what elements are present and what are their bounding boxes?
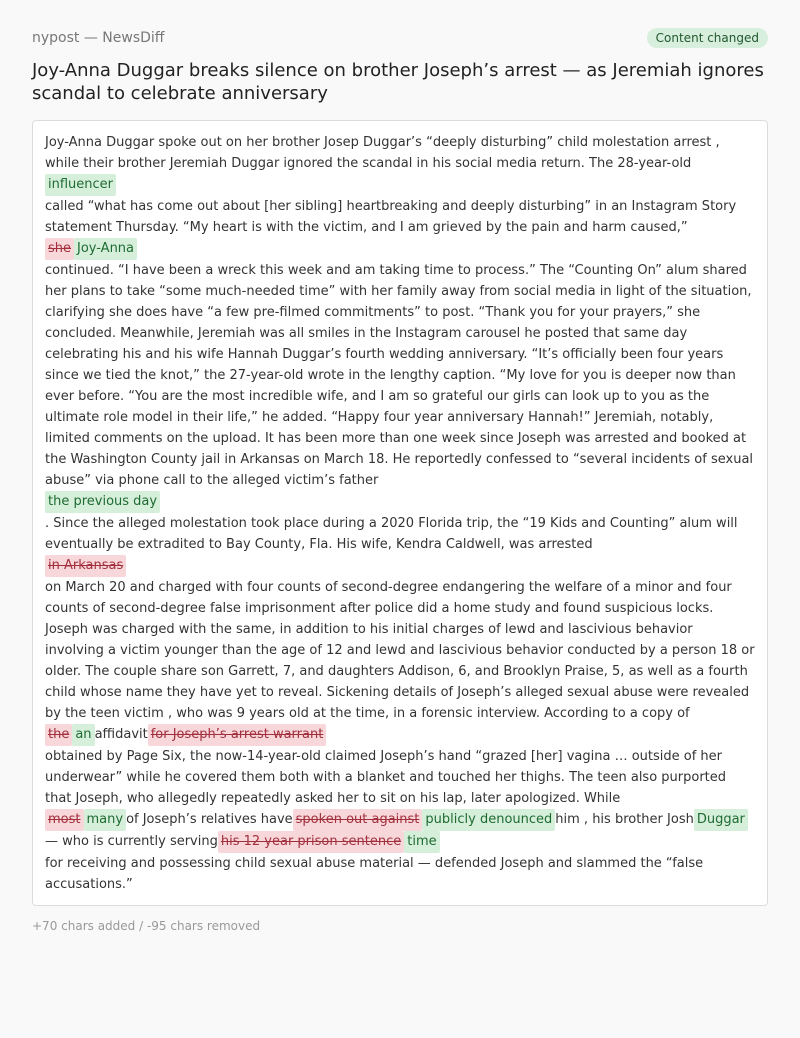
inserted-text: many (84, 809, 127, 831)
inserted-text: an (72, 724, 94, 746)
diff-change-line (45, 555, 755, 577)
diff-change-line (45, 491, 755, 513)
deleted-text: his 12 year prison sentence (218, 831, 404, 853)
diff-change-line (45, 831, 755, 853)
diff-change-line (45, 238, 755, 260)
diff-content (32, 120, 768, 906)
inserted-text: Joy-Anna (74, 238, 137, 260)
deleted-text: for Joseph’s arrest warrant (148, 724, 327, 746)
unchanged-text: of Joseph’s relatives have (126, 812, 293, 827)
diff-summary: +70 chars added / -95 chars removed (32, 919, 261, 933)
inserted-text: time (404, 831, 439, 853)
inserted-text: publicly denounced (422, 809, 555, 831)
unchanged-text: — who is currently serving (45, 834, 218, 849)
article-title: Joy-Anna Duggar breaks silence on brother Joseph’s arrest — as Jeremiah ignores scandal to celebrate anniversary (32, 60, 764, 104)
top-bar (32, 0, 768, 49)
diff-change-line (45, 174, 755, 196)
diff-text-block: continued. “I have been a wreck this week and am taking time to process.” The “Counting On” alum shared her plans to take “some much-needed time” with her family away from social media in light of the situation, clarifying she does have “a few pre-filmed commitments” to post. “Thank you for your prayers,” she concluded. Meanwhile, Jeremiah was all smiles in the Instagram carousel he posted that same day celebrating his and his wife Hannah Duggar’s fourth wedding anniversary. “It’s officially been four years since we tied the knot,” the 27-year-old wrote in the lengthy caption. “My love for you is deeper now than ever before. “You are the most incredible wife, and I am so grateful our girls can look up to you as the ultimate role model in their life,” he added. “Happy four year anniversary Hannah!” Jeremiah, notably, limited comments on the upload. It has been more than one week since Joseph was arrested and booked at the Washington County jail in Arkansas on March 18. He reportedly confessed to “several incidents of sexual abuse” via phone call to the alleged victim’s father (45, 263, 754, 488)
diff-text-block: for receiving and possessing child sexual abuse material — defended Joseph and slammed the “false accusations.” (45, 856, 704, 892)
inserted-text: the previous day (45, 491, 160, 513)
source-label: nypost — NewsDiff (32, 30, 165, 46)
diff-change-line (45, 724, 755, 746)
diff-text-block: Joy-Anna Duggar spoke out on her brother Josep Duggar’s “deeply disturbing” child molestation arrest , while their brother Jeremiah Duggar ignored the scandal in his social media return. The 28-year-old (45, 135, 720, 171)
deleted-text: she (45, 238, 74, 260)
diff-text-block: on March 20 and charged with four counts of second-degree endangering the welfare of a minor and four counts of second-degree false imprisonment after police did a home study and found suspicious locks. Joseph was charged with the same, in addition to his initial charges of lewd and lascivious behavior involving a victim younger than the age of 12 and lewd and lascivious behavior conducted by a person 18 or older. The couple share son Garrett, 7, and daughters Addison, 6, and Brooklyn Praise, 5, as well as a fourth child whose name they have yet to reveal. Sickening details of Joseph’s alleged sexual abuse were revealed by the teen victim , who was 9 years old at the time, in a forensic interview. According to a copy of (45, 580, 755, 721)
deleted-text: the (45, 724, 72, 746)
diff-text-block: obtained by Page Six, the now-14-year-old claimed Joseph’s hand “grazed [her] vagina … outside of her underwear” while he covered them both with a blanket and touched her thighs. The teen also purported that Joseph, who allegedly repeatedly asked her to sit on his lap, later apologized. While (45, 749, 727, 806)
diff-change-line (45, 809, 755, 831)
unchanged-text: affidavit (94, 727, 148, 742)
diff-text-block: called “what has come out about [her sibling] heartbreaking and deeply disturbing” in an Instagram Story statement Thursday. “My heart is with the victim, and I am grieved by the pain and harm caused,” (45, 199, 737, 235)
unchanged-text: him , his brother Josh (555, 812, 694, 827)
deleted-text: most (45, 809, 84, 831)
status-badge: Content changed (647, 28, 768, 48)
deleted-text: spoken out against (293, 809, 423, 831)
diff-text-block: . Since the alleged molestation took place during a 2020 Florida trip, the “19 Kids and Counting” alum will eventually be extradited to Bay County, Fla. His wife, Kendra Caldwell, was arrested (45, 516, 738, 552)
deleted-text: in Arkansas (45, 555, 126, 577)
inserted-text: influencer (45, 174, 116, 196)
inserted-text: Duggar (694, 809, 748, 831)
